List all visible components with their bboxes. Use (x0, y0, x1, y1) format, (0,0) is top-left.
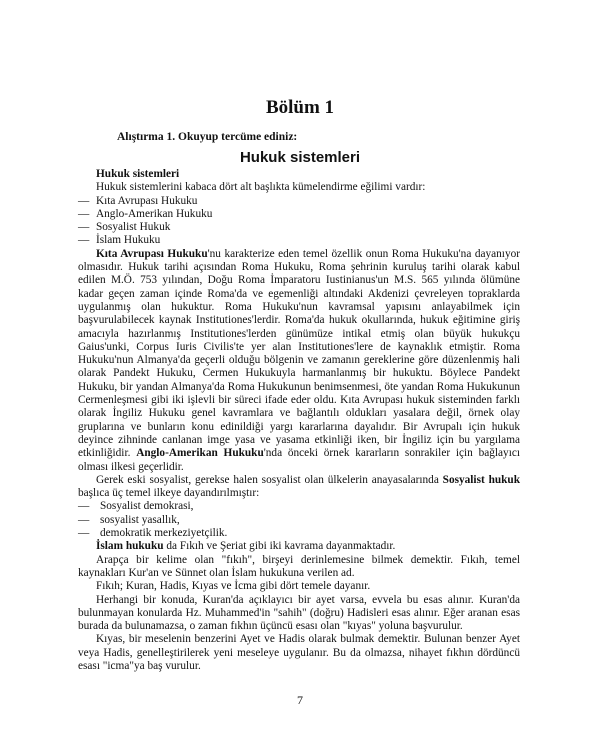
list-item-text: Sosyalist Hukuk (96, 221, 171, 234)
term-anglo-american-law: Anglo-Amerikan Hukuku (136, 447, 264, 460)
dash-marker: — (78, 194, 90, 207)
dash-marker: — (78, 500, 90, 513)
list-item (78, 500, 520, 513)
dash-marker: — (78, 527, 90, 540)
intro-line: Hukuk sistemlerini kabaca dört alt başlıkta kümelendirme eğilimi vardır: (96, 181, 426, 194)
paragraph-fiqh: Arapça bir kelime olan "fıkıh", birşeyi derinlemesine bilmek demektir. Fıkıh, temel kaynakları Kur'an ve Sünnet olan İslam hukukuna verilen ad. (78, 553, 520, 579)
section-title: Hukuk sistemleri (239, 149, 361, 166)
list-item-text: Kıta Avrupası Hukuku (96, 194, 198, 207)
subheading: Hukuk sistemleri (96, 168, 180, 180)
list-item (78, 221, 520, 234)
paragraph-text: 'nu karakterize eden temel özellik onun Roma Hukuku'na dayanıyor olmasıdır. Hukuk tarihi açısından Roma Hukuku, Roma şehrinin kuruluş tarihi olarak kabul edilen M.Ö. 753 yılından, Doğu Roma İmparatoru Iustinianus'un M.S. 565 yılında ölümüne kadar geçen zaman içinde Roma'da ve egemenliği altındaki Akdenizi çevreleyen topraklarda uygulanmış olan hukuktur. Roma Hukuku'nun kavramsal yapısını anlayabilmek için başvurulabilecek kaynak Institutiones'lerdir. Roma'da hukuk okullarında, hukuk eğitimine giriş amacıyla hazırlanmış Institutiones'lerden günümüze intikal etmiş olan büyük hukukçu Gaius'unki, Corpus Iuris Civilis'te yer alan Institutiones'lere de kaynaklık etmiştir. Roma Hukuku'nun Almanya'da geçerli olduğu bölgenin ve zamanın gereklerine göre düzenlenmiş hali olarak Pandekt Hukuku, Cermen Hukukuyla harmanlanmış bir hukuktu. Böylece Pandekt Hukuku, bir yandan Almanya'da Roma Hukukunun benimsenmesi, öte yandan Roma Hukukunun Cermenleşmesi gibi iki işlevli bir süreci ifade eder oldu. Kıta Avrupası hukuk sisteminden farklı olarak İngiliz Hukuku genel kavramlara ve bağlantılı oldukları yasalara değil, örnek olay gruplarına ve bunların konu edinildiği yargı kararlarına dayalıdır. Bir Avrupalı için hukuk deyince zihninde canlanan imge yasa ve yasama etkinliği iken, bir İngiliz için bu yargılama etkinliğidir. (78, 247, 521, 460)
list-item-text: Sosyalist demokrasi, (100, 500, 194, 513)
list-item-text: demokratik merkeziyetçilik. (100, 527, 228, 540)
paragraph-continental-law (78, 248, 520, 474)
page-number: 7 (297, 693, 303, 707)
term-continental-law: Kıta Avrupası Hukuku (96, 247, 208, 260)
list-item (78, 208, 520, 221)
paragraph-fiqh-sources: Fıkıh; Kuran, Hadis, Kıyas ve İcma gibi dört temele dayanır. (96, 580, 371, 593)
term-islamic-law: İslam hukuku (96, 540, 164, 553)
list-item (78, 514, 520, 527)
paragraph-text: da Fıkıh ve Şeriat gibi iki kavrama dayanmaktadır. (163, 540, 396, 553)
list-item-text: İslam Hukuku (96, 234, 161, 247)
paragraph-qiyas: Kıyas, bir meselenin benzerini Ayet ve Hadis olarak bulmak demektir. Bulunan benzer Ayet veya Hadis, genelleştirilerek yeni meseleye uygulanır. Bu da olmazsa, nihayet fıkhın dördüncü esası "icma"ya baş vurulur. (78, 633, 520, 672)
list-item (78, 234, 520, 247)
socialist-principles-list (78, 500, 520, 540)
paragraph-socialist-law (78, 474, 520, 501)
paragraph-text: Gerek eski sosyalist, gerekse halen sosyalist olan ülkelerin anayasalarında (96, 473, 443, 486)
list-item (78, 195, 520, 208)
list-item-text: sosyalist yasallık, (100, 513, 180, 526)
chapter-title: Bölüm 1 (265, 97, 335, 118)
dash-marker: — (78, 221, 90, 234)
list-item-text: Anglo-Amerikan Hukuku (96, 207, 213, 220)
term-socialist-law: Sosyalist hukuk (442, 473, 520, 486)
exercise-label: Alıştırma 1. Okuyup tercüme ediniz: (117, 131, 298, 143)
paragraph-text: başlıca üç temel ilkeye dayandırılmıştır: (78, 487, 260, 500)
paragraph-quran-hadith: Herhangi bir konuda, Kuran'da açıklayıcı bir ayet varsa, evvela bu esas alınır. Kuran'da bulunmayan konularda Hz. Muhammed'in "sahih" (doğru) Hadisleri esas alınır. Eğer aranan esas burada da bulunamazsa, o zaman fıkhın üçüncü esası olan "kıyas" yoluna başvurulur. (78, 593, 520, 633)
paragraph-islamic-law (78, 540, 520, 553)
dash-marker: — (78, 207, 90, 220)
dash-marker: — (78, 513, 90, 526)
list-item (78, 527, 520, 540)
body-text (78, 168, 520, 673)
dash-marker: — (78, 234, 90, 247)
law-systems-list (78, 195, 520, 248)
paragraph-text: 'nda önceki örnek kararların sonrakiler için bağlayıcı olması ilkesi geçerlidir. (78, 447, 520, 473)
